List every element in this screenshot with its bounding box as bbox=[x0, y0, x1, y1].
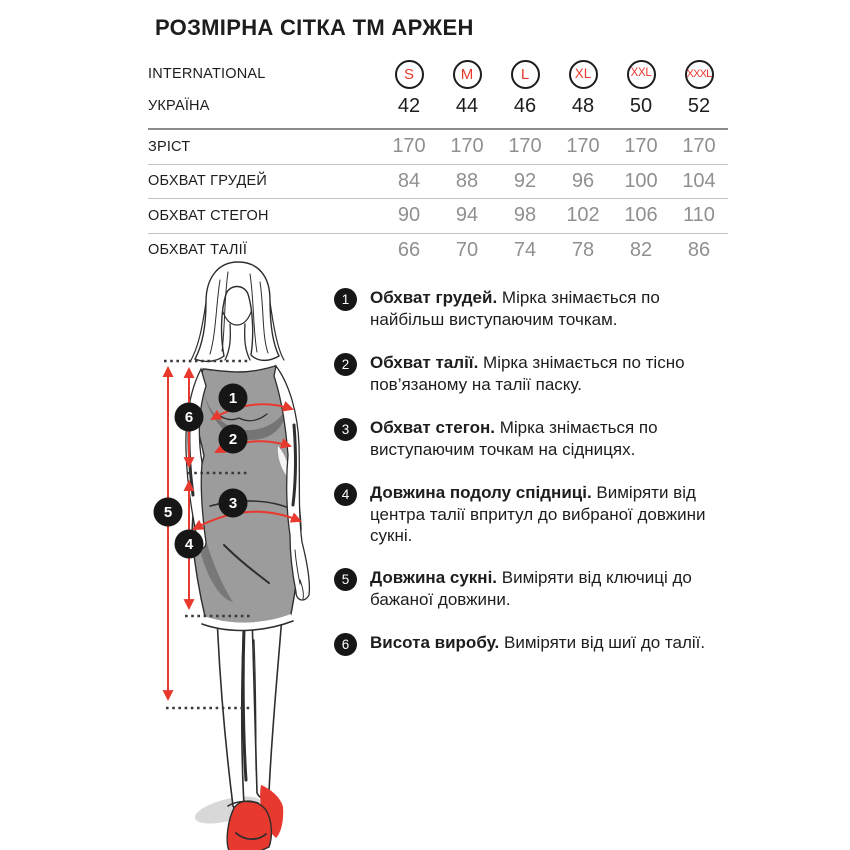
legend-text bbox=[370, 287, 720, 330]
legend-desc: Виміряти від ключиці до бажаної довжини. bbox=[370, 568, 692, 609]
marker-3: 3 bbox=[228, 495, 238, 512]
size-table bbox=[148, 57, 728, 267]
value-cell: 102 bbox=[566, 204, 600, 227]
value-cell: 170 bbox=[682, 135, 716, 158]
value-cell: 170 bbox=[392, 135, 426, 158]
ua-size-cell: 52 bbox=[687, 94, 711, 117]
value-cell: 94 bbox=[455, 204, 479, 227]
marker-2: 2 bbox=[228, 431, 238, 448]
woman-figure-sketch bbox=[140, 250, 340, 850]
size-badge-s: S bbox=[395, 60, 424, 89]
table-row-chest bbox=[148, 164, 728, 199]
legend-term: Довжина сукні. bbox=[370, 568, 498, 587]
value-cell: 98 bbox=[513, 204, 537, 227]
legend-number-badge: 4 bbox=[334, 483, 357, 506]
shoe-front bbox=[227, 801, 271, 850]
legend-item-5 bbox=[334, 567, 729, 610]
legend-text bbox=[370, 632, 720, 656]
value-cell: 104 bbox=[682, 169, 716, 192]
value-cell: 74 bbox=[513, 238, 537, 261]
table-row-height bbox=[148, 128, 728, 164]
value-cell: 84 bbox=[397, 169, 421, 192]
legend-term: Обхват стегон. bbox=[370, 418, 495, 437]
table-row-ukraine bbox=[148, 91, 728, 121]
legend-term: Обхват талії. bbox=[370, 353, 479, 372]
legend-number-badge: 6 bbox=[334, 633, 357, 656]
size-badge-m: M bbox=[453, 60, 482, 89]
page-title: РОЗМІРНА СІТКА ТМ АРЖЕН bbox=[155, 15, 474, 40]
legend-text bbox=[370, 417, 720, 460]
left-leg bbox=[217, 616, 244, 810]
ua-size-cell: 50 bbox=[629, 94, 653, 117]
legend-term: Висота виробу. bbox=[370, 633, 500, 652]
legend-desc: Мірка знімається по виступаючим точкам на сідницях. bbox=[370, 418, 658, 459]
value-cell: 78 bbox=[571, 238, 595, 261]
legend-term: Обхват грудей. bbox=[370, 288, 498, 307]
value-cell: 82 bbox=[629, 238, 653, 261]
legend-desc: Виміряти від шиї до талії. bbox=[504, 633, 706, 652]
size-badge-xxxl: XXXL bbox=[685, 60, 714, 89]
row-label: ОБХВАТ ТАЛІЇ bbox=[148, 242, 248, 259]
ua-size-cell: 44 bbox=[455, 94, 479, 117]
value-cell: 100 bbox=[624, 169, 658, 192]
ukraine-label: УКРАЇНА bbox=[148, 98, 210, 114]
ua-size-cell: 46 bbox=[513, 94, 537, 117]
legend-text bbox=[370, 567, 720, 610]
legend-desc: Мірка знімається по тісно пов’язаному на талії паску. bbox=[370, 353, 685, 394]
value-cell: 66 bbox=[397, 238, 421, 261]
value-cell: 96 bbox=[571, 169, 595, 192]
value-cell: 92 bbox=[513, 169, 537, 192]
value-cell: 106 bbox=[624, 204, 658, 227]
legend-item-6 bbox=[334, 632, 729, 656]
legend-desc: Виміряти від центра талії впритул до вибраної довжини сукні. bbox=[370, 483, 706, 545]
legend-item-3 bbox=[334, 417, 729, 460]
marker-6: 6 bbox=[184, 409, 194, 426]
legend-number-badge: 3 bbox=[334, 418, 357, 441]
value-cell: 170 bbox=[450, 135, 484, 158]
value-cell: 170 bbox=[566, 135, 600, 158]
figure-illustration bbox=[140, 250, 340, 850]
international-label: INTERNATIONAL bbox=[148, 66, 266, 82]
legend-item-1 bbox=[334, 287, 729, 330]
right-leg bbox=[252, 616, 282, 798]
value-cell: 170 bbox=[508, 135, 542, 158]
value-cell: 90 bbox=[397, 204, 421, 227]
legend-item-2 bbox=[334, 352, 729, 395]
value-cell: 86 bbox=[687, 238, 711, 261]
size-badge-l: L bbox=[511, 60, 540, 89]
ua-size-cell: 42 bbox=[397, 94, 421, 117]
legend-text bbox=[370, 352, 720, 395]
value-cell: 70 bbox=[455, 238, 479, 261]
value-cell: 110 bbox=[683, 204, 715, 227]
table-row-hips bbox=[148, 198, 728, 233]
legend-term: Довжина подолу спідниці. bbox=[370, 483, 592, 502]
legend-number-badge: 2 bbox=[334, 353, 357, 376]
ua-size-cell: 48 bbox=[571, 94, 595, 117]
marker-5: 5 bbox=[163, 504, 173, 521]
legend-number-badge: 5 bbox=[334, 568, 357, 591]
legend-text bbox=[370, 482, 720, 547]
value-cell: 170 bbox=[624, 135, 658, 158]
row-label: ОБХВАТ СТЕГОН bbox=[148, 207, 269, 224]
row-label: ЗРІСТ bbox=[148, 138, 191, 155]
size-badge-xl: XL bbox=[569, 60, 598, 89]
legend-desc: Мірка знімається по найбільш виступаючим точкам. bbox=[370, 288, 660, 329]
table-row-international bbox=[148, 57, 728, 91]
size-badge-xxl: XXL bbox=[627, 60, 656, 89]
value-cell: 88 bbox=[455, 169, 479, 192]
marker-4: 4 bbox=[184, 536, 194, 553]
legend-number-badge: 1 bbox=[334, 288, 357, 311]
marker-1: 1 bbox=[228, 390, 238, 407]
legend-item-4 bbox=[334, 482, 729, 547]
row-label: ОБХВАТ ГРУДЕЙ bbox=[148, 173, 268, 190]
